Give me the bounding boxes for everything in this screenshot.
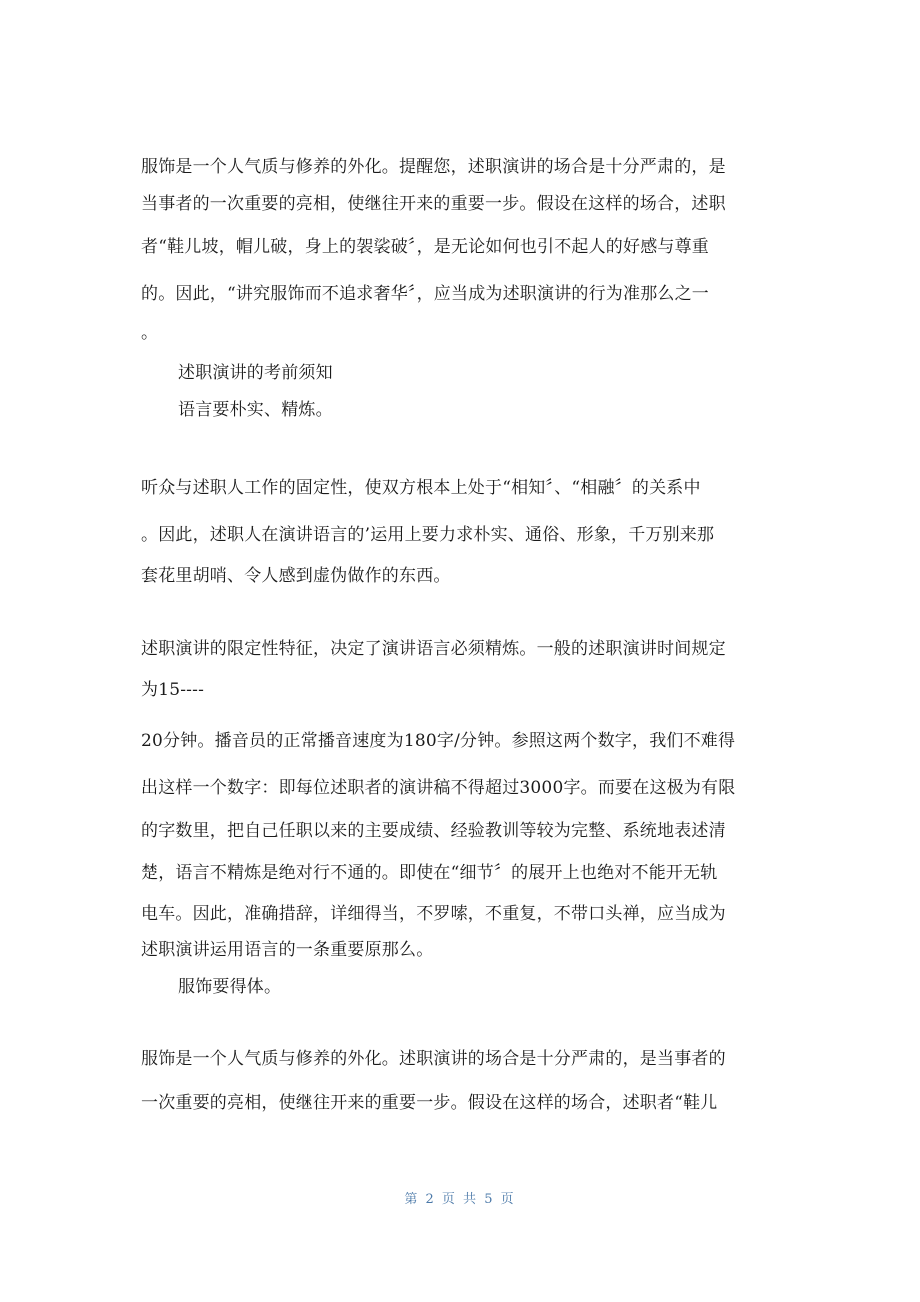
section-subheading: 语言要朴实、精炼。 bbox=[178, 400, 333, 420]
paragraph-line: 为15---- bbox=[141, 680, 205, 700]
paragraph-line: 电车。因此，准确措辞，详细得当，不罗嗦，不重复，不带口头禅，应当成为 bbox=[141, 904, 726, 924]
section-subheading: 服饰要得体。 bbox=[178, 977, 282, 997]
paragraph-line: 一次重要的亮相，使继往开来的重要一步。假设在这样的场合，述职者“鞋儿 bbox=[141, 1093, 718, 1113]
paragraph-line: 当事者的一次重要的亮相，使继往开来的重要一步。假设在这样的场合，述职 bbox=[141, 194, 726, 214]
paragraph-line: 套花里胡哨、令人感到虚伪做作的东西。 bbox=[141, 566, 451, 586]
paragraph-line: 出这样一个数字：即每位述职者的演讲稿不得超过3000字。而要在这极为有限 bbox=[141, 778, 736, 798]
paragraph-line: 20分钟。播音员的正常播音速度为180字/分钟。参照这两个数字，我们不难得 bbox=[141, 731, 736, 751]
paragraph-line: 的。因此，“讲究服饰而不追求奢华〞，应当成为述职演讲的行为准那么之一 bbox=[141, 284, 709, 304]
section-heading: 述职演讲的考前须知 bbox=[178, 363, 333, 383]
paragraph-line: 。 bbox=[141, 323, 159, 343]
paragraph-line: 述职演讲的限定性特征，决定了演讲语言必须精炼。一般的述职演讲时间规定 bbox=[141, 639, 726, 659]
paragraph-line: 服饰是一个人气质与修养的外化。提醒您，述职演讲的场合是十分严肃的，是 bbox=[141, 157, 726, 177]
paragraph-line: 服饰是一个人气质与修养的外化。述职演讲的场合是十分严肃的，是当事者的 bbox=[141, 1049, 726, 1069]
paragraph-line: 楚，语言不精炼是绝对行不通的。即使在“细节〞的展开上也绝对不能开无轨 bbox=[141, 863, 718, 883]
paragraph-line: 听众与述职人工作的固定性，使双方根本上处于“相知〞、“相融〞的关系中 bbox=[141, 478, 701, 498]
paragraph-line: 者“鞋儿坡，帽儿破，身上的袈裟破〞，是无论如何也引不起人的好感与尊重 bbox=[141, 237, 709, 257]
paragraph-line: 的字数里，把自己任职以来的主要成绩、经验教训等较为完整、系统地表述清 bbox=[141, 821, 726, 841]
paragraph-line: 。因此，述职人在演讲语言的’运用上要力求朴实、通俗、形象，千万别来那 bbox=[141, 525, 715, 545]
paragraph-line: 述职演讲运用语言的一条重要原那么。 bbox=[141, 940, 434, 960]
page-number-footer: 第 2 页 共 5 页 bbox=[404, 1192, 516, 1207]
